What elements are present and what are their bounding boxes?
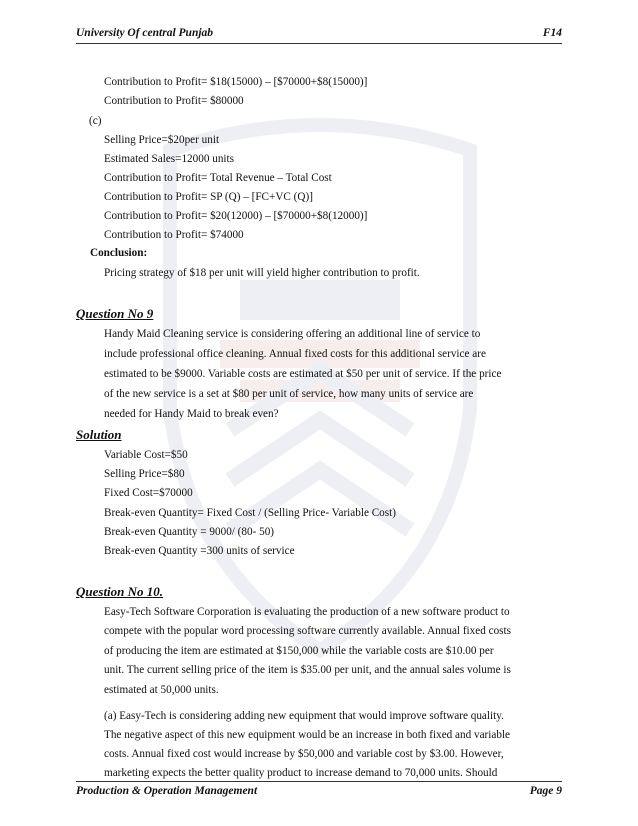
text-line: Estimated Sales=12000 units: [104, 153, 234, 165]
footer-page-number: Page 9: [529, 785, 562, 797]
text-line: Contribution to Profit= $18(15000) – [$70000+$8(15000)]: [104, 76, 368, 88]
text-line: needed for Handy Maid to break even?: [104, 408, 279, 420]
text-line: Selling Price=$20per unit: [104, 134, 220, 146]
conclusion-heading: Conclusion:: [90, 247, 148, 259]
conclusion-text: Pricing strategy of $18 per unit will yield higher contribution to profit.: [104, 267, 420, 279]
text-line: Break-even Quantity= Fixed Cost / (Selling Price- Variable Cost): [104, 507, 396, 519]
text-line: Contribution to Profit= $20(12000) – [$70000+$8(12000)]: [104, 210, 368, 222]
text-line: costs. Annual fixed cost would increase by $50,000 and variable cost by $3.00. However,: [104, 748, 504, 760]
text-line: Break-even Quantity =300 units of service: [104, 545, 295, 557]
solution-title: Solution: [76, 427, 122, 442]
text-line: of producing the item are estimated at $150,000 while the variable costs are $10.00 per: [104, 645, 494, 657]
text-line: Fixed Cost=$70000: [104, 487, 193, 499]
text-line: include professional office cleaning. Annual fixed costs for this additional service are: [104, 348, 486, 360]
part-c-label: (c): [89, 115, 102, 127]
text-line: Contribution to Profit= SP (Q) – [FC+VC (Q)]: [104, 191, 313, 203]
text-line: Variable Cost=$50: [104, 449, 188, 461]
text-line: marketing expects the better quality product to increase demand to 70,000 units. Should: [104, 767, 498, 779]
text-line: Break-even Quantity = 9000/ (80- 50): [104, 526, 275, 538]
page-header: [76, 27, 562, 44]
question-9-title: Question No 9: [76, 306, 154, 321]
text-line: The negative aspect of this new equipment would be an increase in both fixed and variable: [104, 729, 511, 741]
footer-course: Production & Operation Management: [76, 785, 258, 797]
header-term: F14: [542, 27, 562, 39]
text-line: unit. The current selling price of the item is $35.00 per unit, and the annual sales volume is: [104, 664, 511, 676]
text-line: Selling Price=$80: [104, 468, 185, 480]
text-line: estimated at 50,000 units.: [104, 684, 219, 696]
text-line: Contribution to Profit= $80000: [104, 95, 244, 107]
text-line: Contribution to Profit= Total Revenue – Total Cost: [104, 172, 332, 184]
question-10-title: Question No 10.: [76, 584, 164, 599]
header-university: University Of central Punjab: [76, 27, 214, 39]
text-line: of the new service is a set at $80 per unit of service, how many units of service are: [104, 388, 474, 400]
text-line: Handy Maid Cleaning service is considering offering an additional line of service to: [104, 328, 481, 340]
text-line: (a) Easy-Tech is considering adding new equipment that would improve software quality.: [104, 710, 504, 722]
text-line: estimated to be $9000. Variable costs are estimated at $50 per unit of service. If the price: [104, 368, 502, 380]
text-line: Easy-Tech Software Corporation is evaluating the production of a new software product to: [104, 606, 510, 618]
text-line: compete with the popular word processing software currently available. Annual fixed costs: [104, 625, 511, 637]
page-footer: [76, 781, 562, 798]
text-line: Contribution to Profit= $74000: [104, 229, 244, 241]
